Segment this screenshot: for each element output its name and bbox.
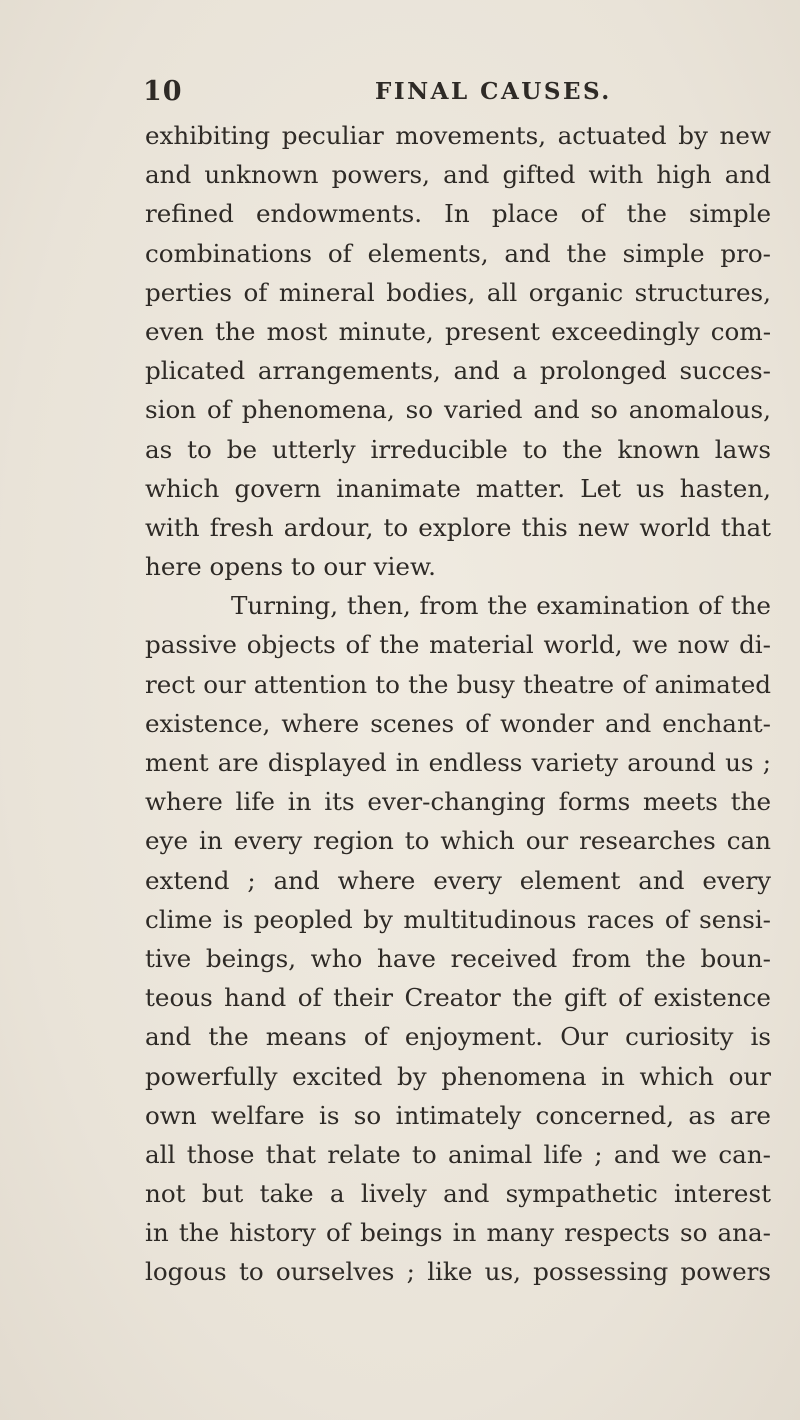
text-line: extend ; and where every element and every [145,865,771,895]
text-line: all those that relate to animal life ; and we can- [145,1139,771,1169]
text-line: not but take a lively and sympathetic interest [145,1179,771,1209]
text-line: ment are displayed in endless variety around us ; [145,748,771,777]
text-line: perties of mineral bodies, all organic structures, [145,277,771,307]
text-line: where life in its ever-changing forms meets the [145,787,771,817]
page-header [143,72,783,116]
page-number: 10 [143,76,183,107]
text-line: combinations of elements, and the simple pro- [145,238,771,268]
text-line: here opens to our view. [145,552,436,582]
text-line: rect our attention to the busy theatre of animated [145,669,771,699]
text-line: which govern inanimate matter. Let us hasten, [145,473,771,503]
text-line: even the most minute, present exceedingly com- [145,316,771,346]
text-line: as to be utterly irreducible to the known laws [145,434,771,464]
text-line: clime is peopled by multitudinous races of sensi- [145,904,771,934]
text-line: logous to ourselves ; like us, possessing powers [145,1257,771,1287]
text-line: and unknown powers, and gifted with high and [145,160,771,190]
text-line: own welfare is so intimately concerned, as are [145,1100,771,1130]
text-line: eye in every region to which our researches can [145,826,771,856]
text-line: and the means of enjoyment. Our curiosity is [145,1022,771,1052]
text-line: sion of phenomena, so varied and so anomalous, [145,395,771,425]
paragraph-first-line: Turning, then, from the examination of the [231,591,771,621]
text-line: plicated arrangements, and a prolonged succes- [145,356,771,386]
text-line: in the history of beings in many respects so ana- [145,1218,771,1248]
body-text [145,116,771,1292]
text-line: existence, where scenes of wonder and enchant- [145,708,771,738]
text-line: passive objects of the material world, we now di- [145,630,771,660]
text-line: teous hand of their Creator the gift of existence [145,983,771,1013]
text-line: tive beings, who have received from the boun- [145,943,771,973]
text-line: with fresh ardour, to explore this new world that [145,512,771,542]
running-head: FINAL CAUSES. [375,78,612,105]
text-line: exhibiting peculiar movements, actuated by new [145,121,771,150]
text-line: powerfully excited by phenomena in which our [145,1061,771,1091]
text-line: refined endowments. In place of the simple [145,199,771,229]
